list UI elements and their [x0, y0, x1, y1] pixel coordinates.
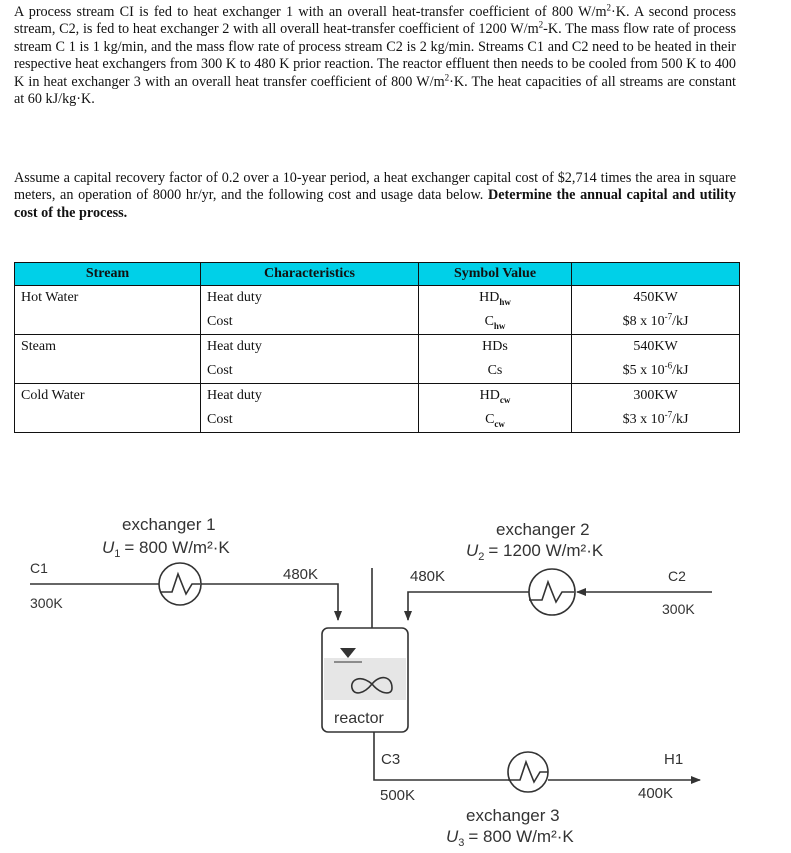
process-flow-diagram — [0, 480, 791, 853]
symbol-text: HD — [479, 290, 500, 305]
symbol-text: C — [484, 314, 494, 329]
cell-symbol — [419, 408, 572, 433]
cost-table — [14, 262, 740, 433]
cell-characteristic: Heat duty — [201, 286, 419, 311]
stream-c1-inlet-temp: 300K — [30, 595, 63, 611]
stream-c2-outlet-line — [408, 592, 529, 620]
cell-characteristic: Heat duty — [201, 384, 419, 409]
u-value: = 800 W/m²·K — [124, 538, 230, 557]
cell-symbol: HDs — [419, 335, 572, 360]
cell-characteristic: Cost — [201, 408, 419, 433]
stream-c1-label: C1 — [30, 560, 48, 576]
cell-stream: Cold Water — [15, 384, 201, 409]
header-value — [572, 263, 740, 286]
exchanger2-label: exchanger 2 — [496, 520, 590, 539]
cell-characteristic: Heat duty — [201, 335, 419, 360]
problem-text-part: ·K. The heat capacities of all streams are constant at 60 kJ/kg·K. — [14, 73, 736, 108]
exchanger1-label: exchanger 1 — [122, 515, 216, 534]
stream-c2-outlet-temp: 480K — [410, 568, 446, 585]
value-exponent: -7 — [664, 311, 673, 322]
cell-stream — [15, 359, 201, 384]
exchanger3-label: exchanger 3 — [466, 806, 560, 825]
u-symbol: U — [446, 827, 459, 846]
cell-value — [572, 359, 740, 384]
assumption-text: Assume a capital recovery factor of 0.2 over a 10-year period, a heat exchanger capital cost of $2,714 times the area in square meters, an operation of 8000 hr/yr, and the following cost and usage data below. — [14, 170, 736, 204]
cell-value: 450KW — [572, 286, 740, 311]
cell-stream — [15, 408, 201, 433]
table-header-row — [15, 263, 740, 286]
exchanger2-coefficient — [466, 541, 604, 563]
u-symbol: U — [102, 538, 115, 557]
superscript: 2 — [444, 71, 450, 82]
value-exponent: -7 — [664, 409, 673, 420]
cell-symbol — [419, 310, 572, 335]
header-symbol-value: Symbol Value — [419, 263, 572, 286]
value-exponent: -6 — [664, 360, 673, 371]
cell-value: 300KW — [572, 384, 740, 409]
value-mantissa: $3 x 10 — [622, 412, 665, 427]
cell-value — [572, 310, 740, 335]
reactor-label: reactor — [334, 710, 384, 727]
table-row — [15, 310, 740, 335]
stream-h1-temp: 400K — [638, 785, 674, 802]
symbol-subscript: cw — [499, 394, 511, 405]
symbol-subscript: cw — [494, 418, 505, 429]
symbol-text: C — [485, 412, 495, 427]
symbol-subscript: hw — [499, 296, 511, 307]
symbol-subscript: hw — [493, 320, 506, 331]
problem-assumptions — [14, 170, 736, 222]
value-mantissa: $8 x 10 — [622, 314, 665, 329]
problem-statement — [14, 4, 736, 108]
value-mantissa: $5 x 10 — [622, 363, 665, 378]
symbol-text: HD — [479, 388, 500, 403]
value-unit: /kJ — [672, 363, 689, 378]
stream-c3-label: C3 — [381, 751, 401, 768]
exchanger3-coefficient — [446, 827, 574, 849]
cell-stream: Steam — [15, 335, 201, 360]
table-row — [15, 384, 740, 409]
exchanger1-coefficient — [102, 538, 230, 560]
cell-characteristic: Cost — [201, 359, 419, 384]
u-symbol: U — [466, 541, 479, 560]
u-value: = 800 W/m²·K — [468, 827, 574, 846]
u-subscript: 2 — [478, 551, 485, 563]
problem-text-part: A process stream CI is fed to heat exchanger 1 with an overall heat-transfer coefficient of 800 W/m — [14, 4, 607, 20]
table-row — [15, 286, 740, 311]
problem-text-part: -K. The mass flow rate of process stream C 1 is 1 kg/min, and the mass flow rate of process stream C2 is 2 kg/min. Streams C1 and C2 need to be heated in their respective heat exchangers from 300 K to 480 K prior reaction. The reactor effluent then needs to be cooled from 500 K to 400 K in heat exchanger 3 with an overall heat transfer coefficient of 800 W/m — [14, 21, 736, 90]
superscript: 2 — [606, 2, 612, 13]
u-subscript: 1 — [114, 548, 121, 560]
u-value: = 1200 W/m²·K — [488, 541, 604, 560]
cell-symbol: Cs — [419, 359, 572, 384]
header-stream: Stream — [15, 263, 201, 286]
table-row — [15, 359, 740, 384]
stream-c2-label: C2 — [668, 568, 686, 584]
stream-c2-inlet-temp: 300K — [662, 601, 695, 617]
stream-h1-label: H1 — [664, 751, 684, 768]
cell-stream: Hot Water — [15, 286, 201, 311]
value-unit: /kJ — [672, 314, 689, 329]
cell-value: 540KW — [572, 335, 740, 360]
cell-characteristic: Cost — [201, 310, 419, 335]
cell-symbol — [419, 286, 572, 311]
task-statement: Determine the annual capital and utility cost of the process. — [14, 187, 737, 221]
header-characteristics: Characteristics — [201, 263, 419, 286]
stream-c3-temp: 500K — [380, 787, 416, 804]
problem-text-part: ·K. A second process stream, C2, is fed to heat exchanger 2 with all overall heat-transfer coefficient of 1200 W/m — [14, 4, 736, 38]
superscript: 2 — [538, 19, 544, 30]
stream-c1-outlet-temp: 480K — [283, 566, 319, 583]
table-row — [15, 408, 740, 433]
cell-stream — [15, 310, 201, 335]
table-row — [15, 335, 740, 360]
stream-c1-outlet-line — [201, 584, 338, 620]
cell-value — [572, 408, 740, 433]
cell-symbol — [419, 384, 572, 409]
value-unit: /kJ — [672, 412, 689, 427]
u-subscript: 3 — [458, 837, 465, 849]
